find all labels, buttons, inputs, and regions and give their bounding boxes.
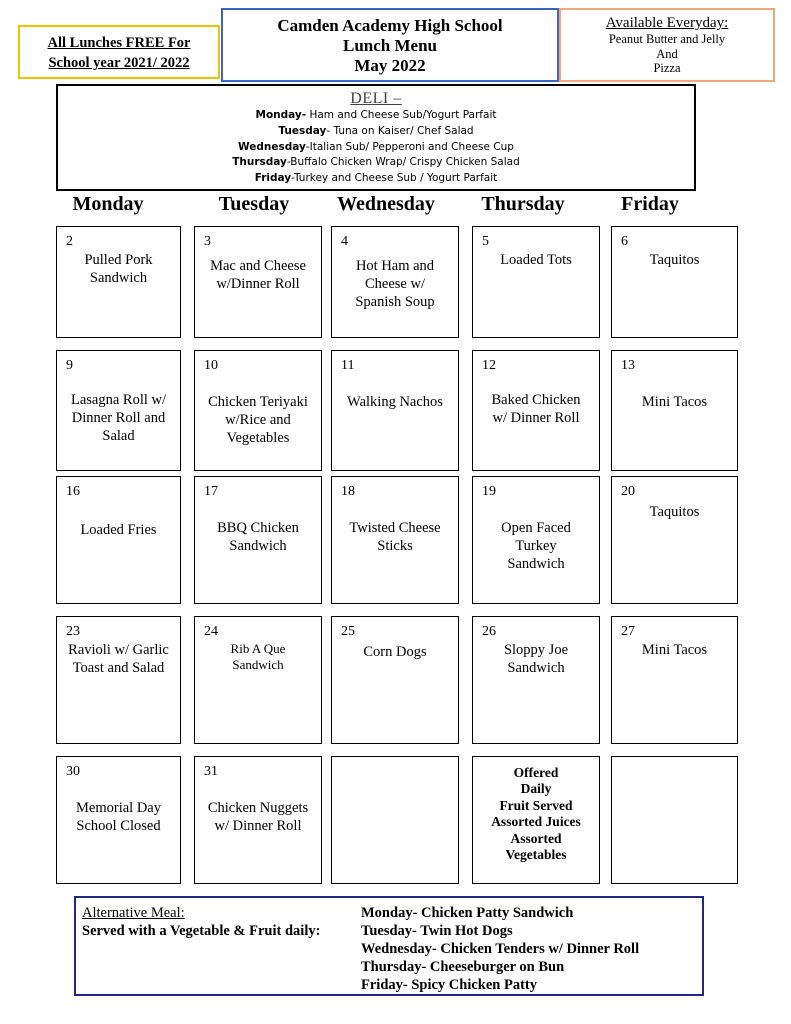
calendar-day-cell [194, 756, 322, 884]
day-number: 13 [621, 358, 635, 373]
day-header-tuesday: Tuesday [218, 193, 290, 215]
meal-name [61, 521, 176, 539]
day-number: 25 [341, 624, 355, 639]
alternative-item: Wednesday- Chicken Tenders w/ Dinner Roll [361, 941, 640, 957]
meal-line: Cheese w/ [365, 276, 425, 292]
day-header-monday: Monday [72, 193, 144, 215]
meal-line: Chicken Teriyaki [208, 394, 308, 410]
meal-name [477, 641, 595, 677]
meal-name [616, 503, 733, 521]
deli-row [58, 155, 694, 171]
available-line1: Peanut Butter and Jelly [608, 32, 726, 46]
calendar-day-cell [472, 226, 600, 338]
calendar-day-cell [56, 226, 181, 338]
day-number: 18 [341, 484, 355, 499]
calendar-day-cell [331, 350, 459, 471]
meal-line: Sandwich [232, 657, 284, 672]
menu-month: May 2022 [354, 56, 426, 75]
calendar-day-cell [194, 350, 322, 471]
meal-name [616, 393, 733, 411]
day-number: 4 [341, 234, 348, 249]
meal-name [616, 641, 733, 659]
meal-line: Mini Tacos [641, 642, 708, 658]
day-number: 11 [341, 358, 355, 373]
meal-line: Sandwich [229, 538, 287, 554]
alternative-meal-section [74, 896, 704, 996]
meal-line: Memorial Day [76, 800, 161, 816]
meal-line: w/Rice and [225, 412, 291, 428]
calendar-day-cell [194, 476, 322, 604]
calendar-day-cell [611, 476, 738, 604]
meal-line: w/ Dinner Roll [492, 410, 580, 426]
meal-line: Lasagna Roll w/ [70, 392, 167, 408]
meal-name [199, 799, 317, 835]
school-name: Camden Academy High School [277, 16, 503, 35]
day-number: 3 [204, 234, 211, 249]
meal-name [336, 257, 454, 311]
meal-line: Sandwich [89, 270, 148, 286]
offered-daily-note [477, 765, 595, 863]
calendar-day-cell [331, 226, 459, 338]
meal-line: Taquitos [649, 252, 700, 268]
meal-line: Corn Dogs [363, 644, 427, 660]
meal-line: Sloppy Joe [503, 642, 569, 658]
alternative-item: Monday- Chicken Patty Sandwich [361, 905, 574, 921]
day-number: 20 [621, 484, 635, 499]
meal-line: Offered [513, 765, 559, 780]
meal-line: Chicken Nuggets [207, 800, 309, 816]
deli-day: Friday [254, 172, 292, 185]
deli-day: Tuesday [278, 124, 327, 137]
day-number: 16 [66, 484, 80, 499]
alternative-meal-labels [82, 904, 320, 940]
day-header-thursday: Thursday [481, 193, 565, 215]
alternative-item: Friday- Spicy Chicken Patty [361, 977, 538, 993]
calendar-day-cell [331, 616, 459, 744]
deli-row [58, 140, 694, 156]
deli-items: Ham and Cheese Sub/Yogurt Parfait [306, 109, 497, 121]
deli-day: Thursday [232, 156, 287, 169]
alternative-heading: Alternative Meal: [82, 905, 185, 921]
menu-label: Lunch Menu [343, 36, 437, 55]
deli-row [58, 171, 694, 187]
alternative-subheading: Served with a Vegetable & Fruit daily: [82, 923, 321, 939]
meal-name [616, 251, 733, 269]
deli-row [58, 124, 694, 140]
deli-row [58, 108, 694, 124]
meal-name [61, 391, 176, 445]
meal-line: BBQ Chicken [217, 520, 299, 536]
day-number: 31 [204, 764, 218, 779]
meal-line: Spanish Soup [355, 294, 435, 310]
calendar-day-cell [472, 616, 600, 744]
meal-line: Ravioli w/ Garlic [68, 642, 169, 658]
calendar-day-cell [56, 350, 181, 471]
meal-name [477, 519, 595, 573]
alternative-meal-list [361, 904, 639, 994]
meal-name [61, 799, 176, 835]
free-notice-line1: All Lunches FREE For [47, 35, 191, 51]
meal-line: w/Dinner Roll [216, 276, 300, 292]
meal-line: Sandwich [507, 660, 565, 676]
calendar-day-cell [611, 226, 738, 338]
meal-line: Vegetables [505, 847, 567, 863]
calendar-day-cell [56, 756, 181, 884]
calendar-day-cell [56, 616, 181, 744]
free-lunch-notice [18, 25, 220, 79]
calendar-day-cell [472, 476, 600, 604]
day-number: 27 [621, 624, 635, 639]
meal-line: Assorted Juices [491, 814, 581, 830]
meal-name [199, 519, 317, 555]
meal-line: Rib A Que [230, 641, 286, 656]
day-number: 9 [66, 358, 73, 373]
available-everyday [559, 8, 775, 82]
day-number: 19 [482, 484, 496, 499]
meal-name [199, 257, 317, 293]
calendar-day-cell [472, 350, 600, 471]
calendar-day-cell [611, 350, 738, 471]
meal-line: Hot Ham and [355, 258, 435, 274]
meal-line: Twisted Cheese [349, 520, 441, 536]
meal-line: Daily [520, 781, 552, 797]
meal-name [61, 251, 176, 287]
alternative-item: Tuesday- Twin Hot Dogs [361, 923, 513, 939]
meal-name [61, 641, 176, 677]
day-number: 23 [66, 624, 80, 639]
meal-line: Turkey [515, 538, 557, 554]
day-number: 2 [66, 234, 73, 249]
day-header-wednesday: Wednesday [337, 193, 435, 215]
meal-line: Loaded Fries [80, 522, 157, 538]
free-notice-line2: School year 2021/ 2022 [48, 55, 190, 71]
meal-name [336, 643, 454, 661]
meal-name [477, 391, 595, 427]
meal-line: Sandwich [507, 556, 565, 572]
meal-line: Pulled Pork [84, 252, 153, 268]
deli-items: -Buffalo Chicken Wrap/ Crispy Chicken Salad [286, 156, 520, 169]
menu-title [221, 8, 559, 82]
calendar-day-cell [331, 756, 459, 884]
available-heading: Available Everyday: [605, 15, 729, 31]
day-number: 17 [204, 484, 218, 499]
day-number: 5 [482, 234, 489, 249]
day-header-friday: Friday [621, 193, 679, 215]
day-number: 6 [621, 234, 628, 249]
meal-line: Salad [102, 428, 135, 444]
meal-name [336, 393, 454, 411]
meal-line: Mac and Cheese [210, 258, 306, 274]
deli-day: Monday- [255, 109, 307, 121]
deli-section [56, 84, 696, 191]
meal-line: Fruit Served [499, 797, 573, 813]
meal-line: w/ Dinner Roll [214, 818, 302, 834]
calendar-day-cell [194, 616, 322, 744]
deli-day: Wednesday [238, 140, 306, 153]
day-number: 12 [482, 358, 496, 373]
meal-line: Walking Nachos [347, 394, 443, 410]
meal-line: Vegetables [226, 430, 290, 446]
meal-line: School Closed [76, 818, 161, 834]
meal-line: Toast and Salad [72, 660, 165, 676]
meal-line: Loaded Tots [500, 252, 572, 268]
deli-items: -Turkey and Cheese Sub / Yogurt Parfait [291, 172, 498, 185]
meal-name [199, 641, 317, 673]
meal-name [477, 251, 595, 269]
meal-line: Taquitos [649, 504, 700, 520]
calendar-day-cell [331, 476, 459, 604]
deli-items: - Tuna on Kaiser/ Chef Salad [326, 124, 474, 137]
day-number: 30 [66, 764, 80, 779]
day-number: 10 [204, 358, 218, 373]
calendar-day-cell [56, 476, 181, 604]
calendar-day-cell [194, 226, 322, 338]
calendar-day-cell [611, 616, 738, 744]
calendar-day-cell [611, 756, 738, 884]
available-line2: And [656, 46, 678, 61]
meal-line: Dinner Roll and [71, 410, 166, 426]
meal-line: Open Faced [501, 520, 571, 536]
day-number: 26 [482, 624, 496, 639]
day-number: 24 [204, 624, 218, 639]
meal-line: Baked Chicken [491, 392, 581, 408]
meal-line: Mini Tacos [641, 394, 708, 410]
available-line3: Pizza [653, 61, 681, 75]
deli-items: -Italian Sub/ Pepperoni and Cheese Cup [305, 140, 514, 153]
meal-line: Sticks [377, 538, 413, 554]
calendar-day-cell [472, 756, 600, 884]
meal-line: Assorted [510, 830, 562, 846]
meal-name [199, 393, 317, 447]
meal-name [336, 519, 454, 555]
alternative-item: Thursday- Cheeseburger on Bun [361, 959, 565, 975]
deli-title: DELI – [350, 90, 402, 107]
